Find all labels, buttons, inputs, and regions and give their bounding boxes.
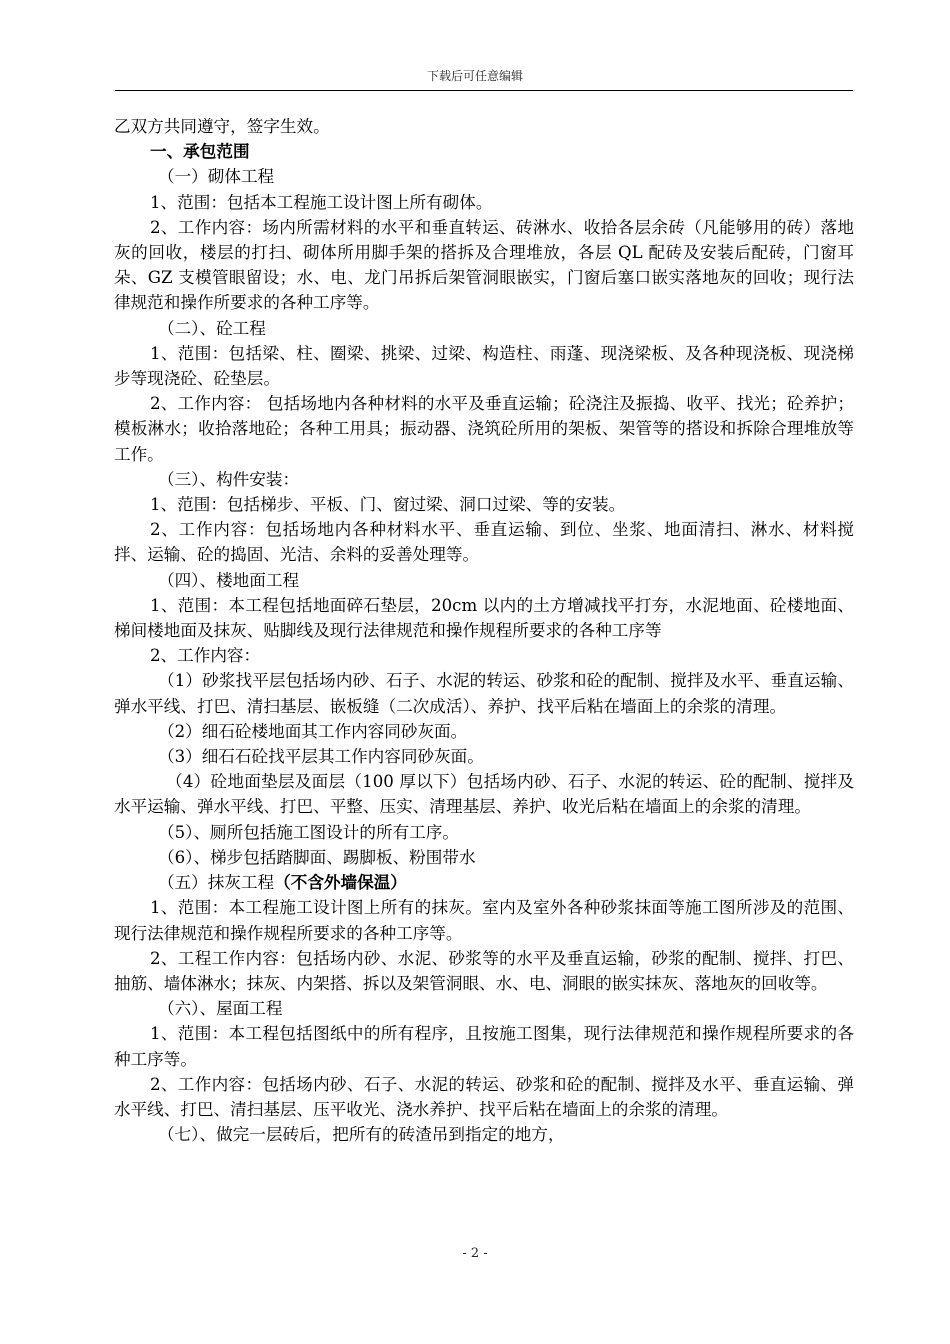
- subsection-title: （五）抹灰工程: [158, 873, 275, 893]
- list-item: （2）细石砼楼地面其工作内容同砂灰面。: [158, 721, 468, 741]
- paragraph: 1、范围：包括本工程施工设计图上所有砌体。: [150, 192, 493, 212]
- paragraph: 2、工作内容：包括场内砂、石子、水泥的转运、砂浆和砼的配制、搅拌及水平、垂直运输、弹水平线、打巴、清扫基层、压平收光、浇水养护、找平后粘在墙面上的余浆的清理。: [114, 1074, 854, 1119]
- subsection-heading: （四）、楼地面工程: [158, 570, 300, 590]
- paragraph: 2、工作内容：: [150, 646, 261, 666]
- paragraph: 2、工作内容：场内所需材料的水平和垂直转运、砖淋水、收拾各层余砖（凡能够用的砖）落地灰的回收，楼层的打扫、砌体所用脚手架的搭拆及合理堆放，各层 QL 配砖及安装后配砖，门窗耳朵、GZ 支模管眼留设；水、电、龙门吊拆后架管洞眼嵌实，门窗后塞口嵌实落地灰的回收；现行法律规范和操作所要求的各种工序等。: [114, 217, 854, 313]
- subsection-note: （不含外墙保温）: [274, 872, 407, 893]
- paragraph: 乙双方共同遵守，签字生效。: [114, 117, 330, 136]
- paragraph: 1、范围：本工程施工设计图上所有的抹灰。室内及室外各种砂浆抹面等施工图所涉及的范围、现行法律规范和操作规程所要求的各种工序等。: [114, 898, 854, 943]
- section-heading: 一、承包范围: [150, 141, 250, 162]
- paragraph: 2、工作内容：包括场地内各种材料水平、垂直运输、到位、坐浆、地面清扫、淋水、材料搅拌、运输、砼的捣固、光洁、余料的妥善处理等。: [114, 520, 854, 565]
- header-divider: [115, 90, 853, 91]
- subsection-heading: （三）、构件安装：: [158, 469, 300, 489]
- subsection-heading: （一）砌体工程: [158, 167, 275, 187]
- paragraph: 1、范围：本工程包括地面碎石垫层，20cm 以内的土方增减找平打夯，水泥地面、砼楼地面、梯间楼地面及抹灰、贴脚线及现行法律规范和操作规程所要求的各种工序等: [114, 595, 854, 641]
- paragraph: 2、工作内容： 包括场地内各种材料的水平及垂直运输；砼浇注及振捣、收平、找光；砼养护；模板淋水；收拾落地砼；各种工用具；振动器、浇筑砼所用的架板、架管等的搭设和拆除合理堆放等工作。: [114, 394, 854, 464]
- list-item: （4）砼地面垫层及面层（100 厚以下）包括场内砂、石子、水泥的转运、砼的配制、搅拌及水平运输、弹水平线、打巴、平整、压实、清理基层、养护、收光后粘在墙面上的余浆的清理。: [114, 772, 854, 817]
- list-item: （1）砂浆找平层包括场内砂、石子、水泥的转运、砂浆和砼的配制、搅拌及水平、垂直运输、弹水平线、打巴、清扫基层、嵌板缝（二次成活）、养护、找平后粘在墙面上的余浆的清理。: [114, 671, 854, 716]
- subsection-heading: （二）、砼工程: [158, 318, 266, 338]
- list-item: （3）细石石砼找平层其工作内容同砂灰面。: [158, 747, 484, 767]
- subsection-heading: [114, 870, 854, 895]
- paragraph: 1、范围：包括梁、柱、圈梁、挑梁、过梁、构造柱、雨蓬、现浇梁板、及各种现浇板、现浇梯步等现浇砼、砼垫层。: [114, 343, 854, 389]
- list-item: （5）、厕所包括施工图设计的所有工序。: [158, 822, 459, 842]
- paragraph: 1、范围：本工程包括图纸中的所有程序，且按施工图集，现行法律规范和操作规程所要求的各种工序等。: [114, 1024, 854, 1069]
- paragraph: （七）、做完一层砖后，把所有的砖渣吊到指定的地方，: [158, 1125, 565, 1145]
- paragraph: 1、范围：包括梯步、平板、门、窗过梁、洞口过梁、等的安装。: [150, 495, 626, 515]
- page-header: 下载后可任意编辑: [426, 69, 523, 83]
- paragraph: 2、工程工作内容：包括场内砂、水泥、砂浆等的水平及垂直运输，砂浆的配制、搅拌、打巴、抽筋、墙体淋水；抹灰、内架搭、拆以及架管洞眼、水、电、洞眼的嵌实抹灰、落地灰的回收等。: [114, 948, 854, 993]
- list-item: （6）、梯步包括踏脚面、踢脚板、粉围带水: [158, 847, 476, 867]
- document-body: [114, 114, 854, 1147]
- page-number: - 2 -: [462, 1246, 488, 1261]
- subsection-heading: （六）、屋面工程: [158, 999, 283, 1019]
